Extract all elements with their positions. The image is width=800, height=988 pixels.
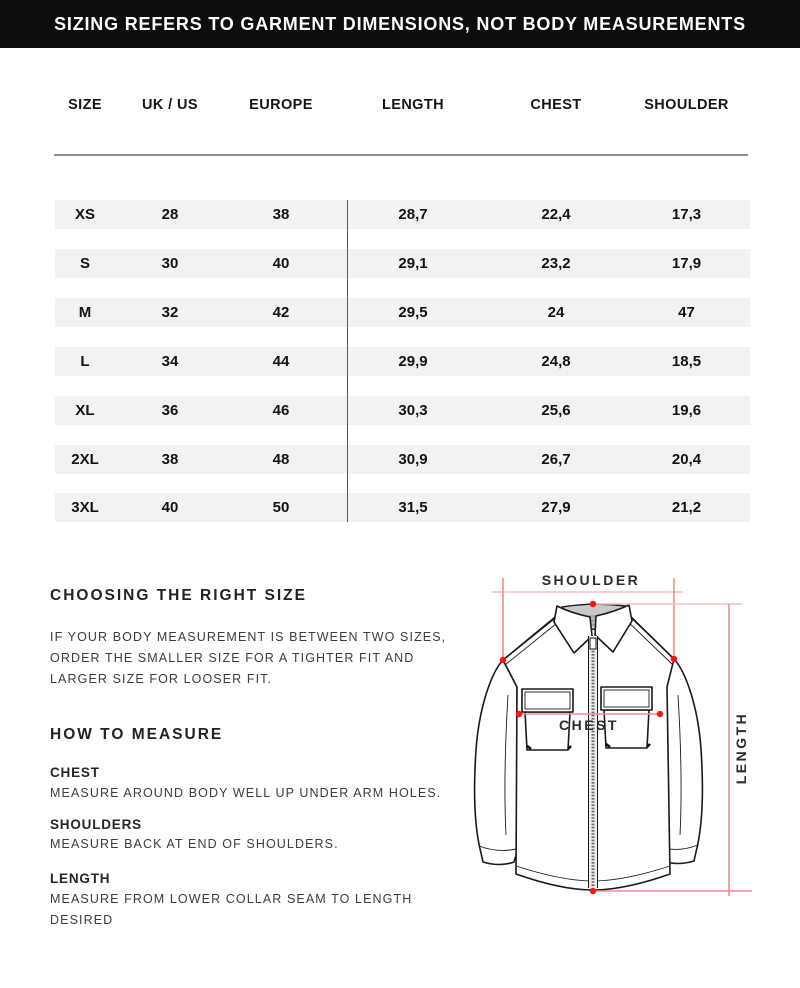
table-row <box>55 347 750 376</box>
cell-europe: 50 <box>272 499 290 516</box>
column-header-chest: CHEST <box>530 97 582 113</box>
cell-size: XS <box>74 206 95 223</box>
cell-length: 30,9 <box>398 451 428 468</box>
hem-dot <box>590 888 596 894</box>
cell-chest: 27,9 <box>541 499 571 516</box>
chest-right-dot <box>657 711 663 717</box>
cell-uk-us: 38 <box>161 451 179 468</box>
column-header-uk-us: UK / US <box>142 97 198 113</box>
size-table-header <box>55 94 750 116</box>
cell-length: 28,7 <box>398 206 428 223</box>
measure-length-text: MEASURE FROM LOWER COLLAR SEAM TO LENGTH <box>50 892 413 906</box>
cell-europe: 38 <box>272 206 290 223</box>
cell-shoulder: 19,6 <box>671 402 702 419</box>
table-row <box>55 298 750 327</box>
cell-europe: 48 <box>272 451 290 468</box>
cell-size: M <box>78 304 92 321</box>
cell-uk-us: 28 <box>161 206 179 223</box>
measure-chest-label: CHEST <box>50 765 100 780</box>
cell-shoulder: 47 <box>678 304 695 321</box>
measure-shoulders-text: MEASURE BACK AT END OF SHOULDERS. <box>50 837 339 851</box>
left-sleeve <box>475 660 517 865</box>
cell-size: XL <box>75 402 95 419</box>
table-row <box>55 249 750 278</box>
cell-length: 29,9 <box>398 353 428 370</box>
table-row <box>55 200 750 229</box>
choosing-size-line: ORDER THE SMALLER SIZE FOR A TIGHTER FIT AND <box>50 651 415 665</box>
right-shoulder-dot <box>671 656 677 662</box>
cell-europe: 42 <box>272 304 290 321</box>
disclaimer-text: SIZING REFERS TO GARMENT DIMENSIONS, NOT BODY MEASUREMENTS <box>54 13 746 34</box>
choosing-size-heading: CHOOSING THE RIGHT SIZE <box>50 587 307 604</box>
table-row <box>55 445 750 474</box>
cell-length: 29,5 <box>398 304 428 321</box>
cell-size: L <box>80 353 90 370</box>
cell-chest: 25,6 <box>541 402 571 419</box>
column-header-size: SIZE <box>68 97 102 113</box>
cell-uk-us: 36 <box>161 402 179 419</box>
diagram-shoulder-label: SHOULDER <box>541 572 641 588</box>
table-vertical-divider <box>347 200 348 522</box>
choosing-size-line: LARGER SIZE FOR LOOSER FIT. <box>50 672 273 686</box>
collar-point-dot <box>590 601 596 607</box>
cell-length: 31,5 <box>398 499 428 516</box>
cell-chest: 24,8 <box>541 353 571 370</box>
cell-chest: 23,2 <box>541 255 571 272</box>
header-divider-rule <box>54 154 748 156</box>
cell-shoulder: 17,3 <box>671 206 702 223</box>
diagram-chest-label: CHEST <box>559 717 619 733</box>
cell-chest: 26,7 <box>541 451 571 468</box>
garment-measurement-diagram <box>450 560 770 900</box>
cell-shoulder: 20,4 <box>671 451 702 468</box>
cell-europe: 46 <box>272 402 290 419</box>
cell-length: 29,1 <box>398 255 428 272</box>
column-header-length: LENGTH <box>381 97 444 113</box>
measure-chest-text: MEASURE AROUND BODY WELL UP UNDER ARM HOLES. <box>50 786 442 800</box>
column-header-europe: EUROPE <box>249 97 313 113</box>
measure-length-label: LENGTH <box>50 871 111 886</box>
cell-shoulder: 21,2 <box>671 499 702 516</box>
chest-left-dot <box>516 711 522 717</box>
cell-europe: 40 <box>272 255 290 272</box>
cell-chest: 24 <box>547 304 565 321</box>
cell-chest: 22,4 <box>541 206 571 223</box>
choosing-size-line: IF YOUR BODY MEASUREMENT IS BETWEEN TWO SIZES, <box>50 630 447 644</box>
diagram-length-label: LENGTH <box>733 711 749 785</box>
table-row <box>55 493 750 522</box>
cell-shoulder: 17,9 <box>671 255 702 272</box>
disclaimer-banner <box>0 0 800 48</box>
how-to-measure-heading: HOW TO MEASURE <box>50 726 224 743</box>
column-header-shoulder: SHOULDER <box>644 97 729 113</box>
cell-shoulder: 18,5 <box>671 353 702 370</box>
measure-shoulders-label: SHOULDERS <box>50 817 142 832</box>
cell-uk-us: 40 <box>161 499 179 516</box>
cell-length: 30,3 <box>398 402 428 419</box>
zipper <box>589 636 598 888</box>
cell-uk-us: 32 <box>161 304 179 321</box>
table-row <box>55 396 750 425</box>
cell-size: 3XL <box>71 499 99 516</box>
cell-uk-us: 34 <box>161 353 179 370</box>
cell-uk-us: 30 <box>161 255 179 272</box>
cell-europe: 44 <box>272 353 290 370</box>
left-shoulder-dot <box>500 657 506 663</box>
cell-size: 2XL <box>71 451 99 468</box>
cell-size: S <box>79 255 90 272</box>
measure-length-text: DESIRED <box>50 913 114 927</box>
